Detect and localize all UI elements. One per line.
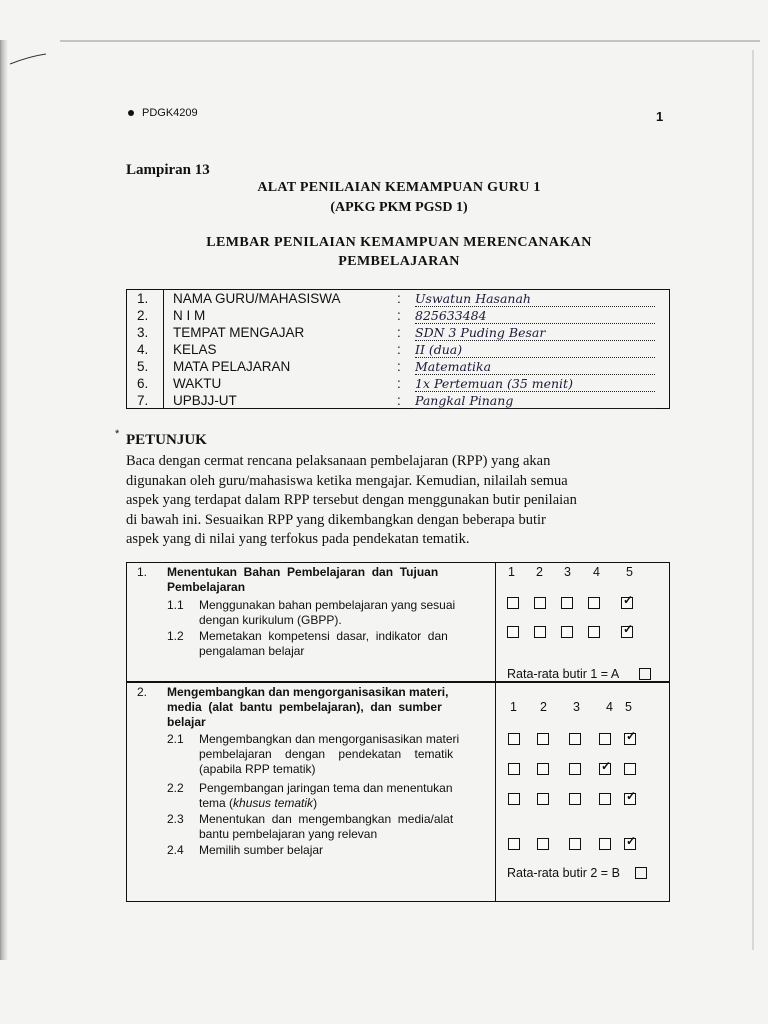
score-checkbox[interactable] [561,597,573,609]
score-checkbox[interactable] [537,793,549,805]
scan-edge-right [752,50,754,950]
identity-row: 4. KELAS : II (dua) [127,342,671,359]
sheet-title: LEMBAR PENILAIAN KEMAMPUAN MERENCANAKAN PEMBELAJARAN [206,235,592,269]
item-number: 2.2 [167,781,184,795]
section-2-title: Mengembangkan dan mengorganisasikan materi, media (alat bantu pembelajaran), dan sumber belajar [167,685,449,729]
handwritten-value: SDN 3 Puding Besar [415,325,655,341]
scale-label: 5 [625,700,632,714]
score-checkbox-checked[interactable] [624,838,636,850]
scale-label: 5 [626,565,633,579]
course-code: PDGK4209 [128,107,198,119]
score-checkbox[interactable] [508,763,520,775]
scale-label: 2 [536,565,543,579]
score-checkbox[interactable] [588,626,600,638]
score-checkbox[interactable] [569,733,581,745]
pen-stroke-mark [8,52,48,66]
identity-row: 5. MATA PELAJARAN : Matematika [127,359,671,376]
score-checkbox-checked[interactable] [621,626,633,638]
score-checkbox[interactable] [507,597,519,609]
identity-row: 2. N I M : 825633484 [127,308,671,325]
average-checkbox[interactable] [635,867,647,879]
item-number: 1.2 [167,629,184,643]
score-checkbox[interactable] [508,733,520,745]
item-2-4: Memilih sumber belajar [199,843,324,857]
score-checkbox[interactable] [624,763,636,775]
identity-row: 1. NAMA GURU/MAHASISWA : Uswatun Hasanah [127,291,671,308]
scale-label: 3 [573,700,580,714]
score-checkbox[interactable] [537,733,549,745]
score-checkbox[interactable] [537,838,549,850]
handwritten-value: 825633484 [415,308,655,324]
scale-label: 4 [606,700,613,714]
scale-label: 4 [593,565,600,579]
section-1-title: Menentukan Bahan Pembelajaran dan Tujuan Pembelajaran [167,565,439,594]
item-number: 2.4 [167,843,184,857]
identity-row: 6. WAKTU : 1x Pertemuan (35 menit) [127,376,671,393]
item-1-2: Memetakan kompetensi dasar, indikator dan pengalaman belajar [199,629,448,658]
score-checkbox[interactable] [507,626,519,638]
identity-row: 7. UPBJJ-UT : Pangkal Pinang [127,393,671,410]
handwritten-value: II (dua) [415,342,655,358]
score-checkbox[interactable] [599,733,611,745]
score-checkbox[interactable] [569,793,581,805]
score-checkbox[interactable] [534,597,546,609]
score-checkbox[interactable] [569,763,581,775]
form-subtitle: (APKG PKM PGSD 1) [330,200,468,215]
bullet-icon [128,110,134,116]
identity-row: 3. TEMPAT MENGAJAR : SDN 3 Puding Besar [127,325,671,342]
score-checkbox[interactable] [534,626,546,638]
section-1-number: 1. [137,565,148,579]
asterisk-mark: * [115,428,120,440]
page-number: 1 [656,109,664,124]
score-checkbox-checked[interactable] [599,763,611,775]
score-checkbox[interactable] [599,838,611,850]
average-label-2: Rata-rata butir 2 = B [507,866,620,880]
item-2-2: Pengembangan jaringan tema dan menentukan tema (khusus tematik) [199,781,453,810]
scale-label: 1 [508,565,515,579]
scale-label: 3 [564,565,571,579]
handwritten-value: Matematika [415,359,655,375]
appendix-label: Lampiran 13 [126,162,210,178]
score-checkbox-checked[interactable] [621,597,633,609]
form-title: ALAT PENILAIAN KEMAMPUAN GURU 1 [257,180,541,195]
score-checkbox[interactable] [561,626,573,638]
handwritten-value: 1x Pertemuan (35 menit) [415,376,655,392]
score-checkbox[interactable] [599,793,611,805]
score-checkbox[interactable] [508,838,520,850]
item-number: 2.1 [167,732,184,746]
instructions-text: Baca dengan cermat rencana pelaksanaan pembelajaran (RPP) yang akan digunakan oleh guru/mahasiswa ketika mengajar. Kemudian, nilailah semua aspek yang terdapat dalam RPP tersebut dengan menggunakan butir penilaian di bawah ini. Sesuaikan RPP yang dikembangkan dengan beberapa butir aspek yang di nilai yang terfokus pada pendekatan tematik. [126,453,577,547]
scan-edge-top [60,40,760,42]
scale-label: 2 [540,700,547,714]
section-2-number: 2. [137,685,148,699]
item-2-3: Menentukan dan mengembangkan media/alat bantu pembelajaran yang relevan [199,812,454,841]
score-checkbox[interactable] [569,838,581,850]
instructions-heading: PETUNJUK [126,432,207,448]
score-checkbox-checked[interactable] [624,793,636,805]
score-checkbox-checked[interactable] [624,733,636,745]
handwritten-value: Pangkal Pinang [415,393,655,409]
score-checkbox[interactable] [537,763,549,775]
item-number: 2.3 [167,812,184,826]
scale-label: 1 [510,700,517,714]
identity-table [126,289,670,409]
score-checkbox[interactable] [588,597,600,609]
item-1-1: Menggunakan bahan pembelajaran yang sesuai dengan kurikulum (GBPP). [199,598,456,627]
item-2-1: Mengembangkan dan mengorganisasikan materi pembelajaran dengan pendekatan tematik (apabila RPP tematik) [199,732,460,776]
handwritten-value: Uswatun Hasanah [415,291,655,307]
assessment-table [126,562,670,902]
average-label-1: Rata-rata butir 1 = A [507,667,620,681]
scan-shadow-left [0,40,10,960]
item-number: 1.1 [167,598,184,612]
score-checkbox[interactable] [508,793,520,805]
average-checkbox[interactable] [639,668,651,680]
